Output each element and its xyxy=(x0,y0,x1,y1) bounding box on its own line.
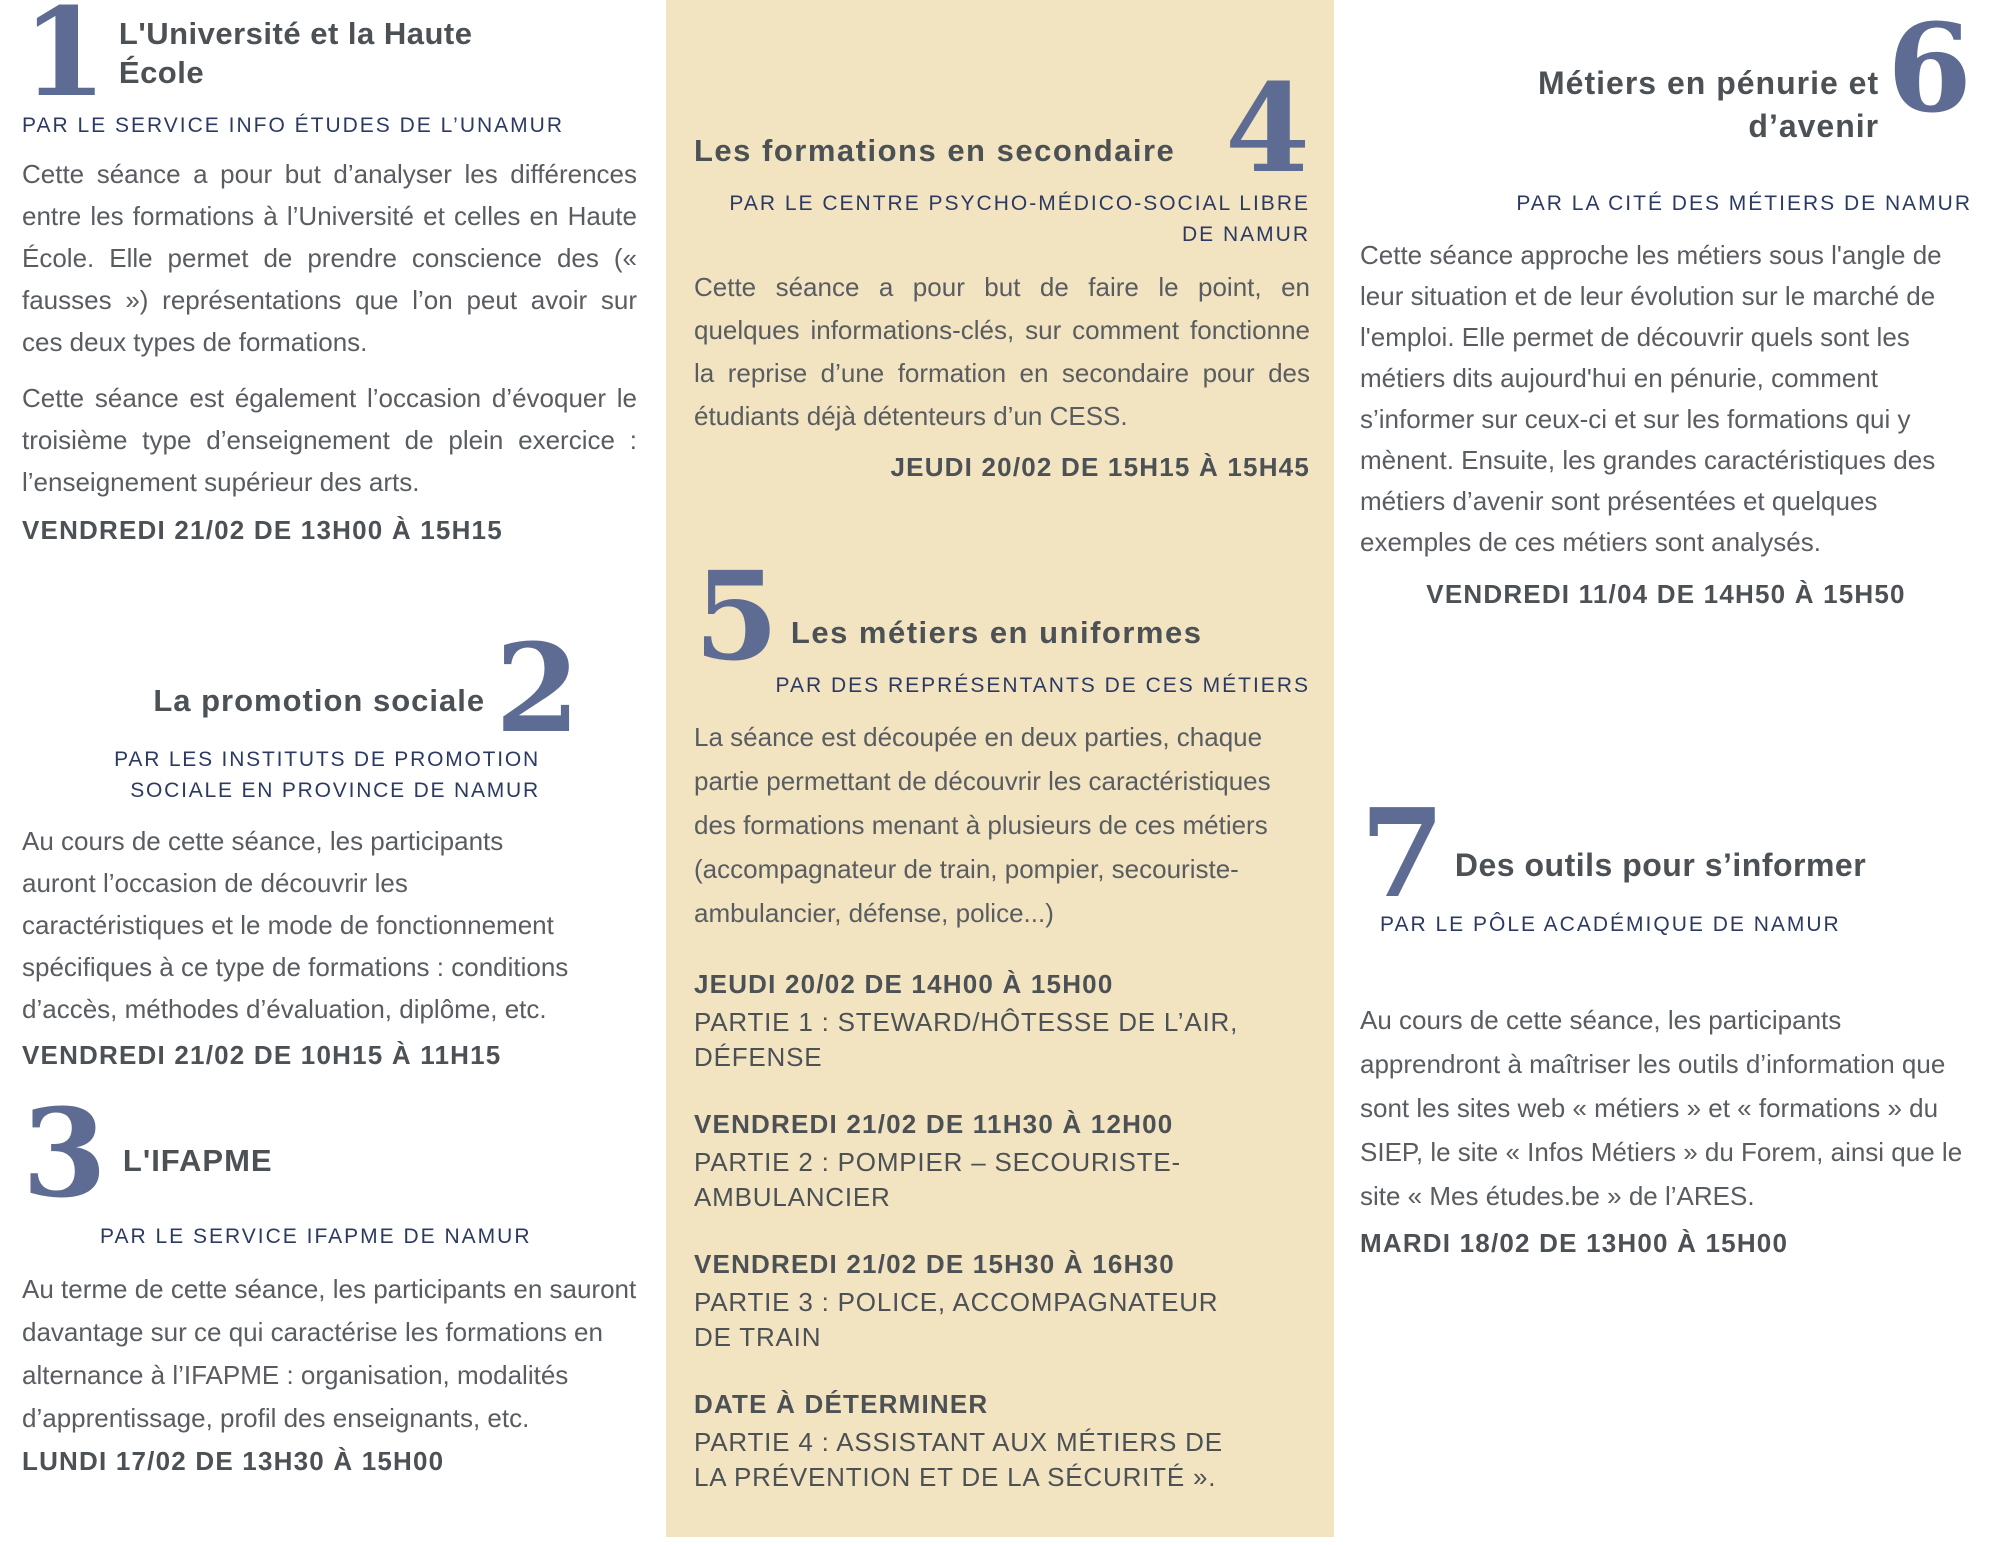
section-7-title: Des outils pour s’informer xyxy=(1454,847,1867,883)
section-7-paragraph: Au cours de cette séance, les participants apprendront à maîtriser les outils d’information que sont les sites web « métiers » et « formations » du SIEP, le site « Infos Métiers » du Forem, ainsi que le site « Mes études.be » de l’ARES. xyxy=(1360,1005,1963,1211)
session-3-detail: PARTIE 3 : POLICE, ACCOMPAGNATEUR DE TRAIN xyxy=(694,1287,1219,1352)
section-5-title: Les métiers en uniformes xyxy=(790,615,1203,650)
section-1-paragraph: Cette séance est également l’occasion d’évoquer le troisième type d’enseignement de plein exercice : l’enseignement supérieur des arts. xyxy=(22,383,637,497)
section-7-date: MARDI 18/02 DE 13H00 À 15H00 xyxy=(1360,1228,1789,1258)
section-5-paragraph: La séance est découpée en deux parties, chaque partie permettant de découvrir les caractéristiques des formations menant à plusieurs de ces métiers (accompagnateur de train, pompier, secouriste-ambulancier, défense, police...) xyxy=(694,722,1271,928)
section-7-number: 7 xyxy=(1360,781,1445,925)
session-4-detail: PARTIE 4 : ASSISTANT AUX MÉTIERS DE LA PRÉVENTION ET DE LA SÉCURITÉ ». xyxy=(694,1427,1223,1492)
session-2-detail: PARTIE 2 : POMPIER – SECOURISTE-AMBULANCIER xyxy=(694,1147,1181,1212)
session-1-detail: PARTIE 1 : STEWARD/HÔTESSE DE L’AIR, DÉFENSE xyxy=(694,1007,1239,1072)
section-3-number: 3 xyxy=(22,1081,107,1225)
section-6-paragraph: Cette séance approche les métiers sous l'angle de leur situation et de leur évolution sur le marché de l'emploi. Elle permet de découvrir quels sont les métiers dits aujourd'hui en pénurie, comment s’informer sur ceux-ci et sur les formations qui y mènent. Ensuite, les grandes caractéristiques des métiers d’avenir sont présentées et quelques exemples de ces métiers sont analysés. xyxy=(1360,240,1942,557)
section-2-title: La promotion sociale xyxy=(153,683,486,718)
section-metiers-uniformes xyxy=(694,544,1310,1495)
section-outils-pour-sinformer xyxy=(1360,781,1972,1260)
section-1-title: L'Université et la Haute École xyxy=(118,16,473,90)
section-6-date: VENDREDI 11/04 DE 14H50 À 15H50 xyxy=(1426,579,1906,609)
session-1-date: JEUDI 20/02 DE 14H00 À 15H00 xyxy=(694,969,1114,999)
section-3-paragraph: Au terme de cette séance, les participants en sauront davantage sur ce qui caractérise les formations en alternance à l’IFAPME : organisation, modalités d’apprentissage, profil des enseignants, etc. xyxy=(22,1274,637,1433)
section-6-number: 6 xyxy=(1887,0,1972,140)
section-ifapme xyxy=(22,1081,658,1478)
section-metiers-penurie-avenir xyxy=(1360,0,1972,611)
section-5-number: 5 xyxy=(694,544,779,688)
section-4-presenter: PAR LE CENTRE PSYCHO-MÉDICO-SOCIAL LIBRE DE NAMUR xyxy=(729,192,1310,246)
section-4-title: Les formations en secondaire xyxy=(694,133,1176,168)
session-2-date: VENDREDI 21/02 DE 11H30 À 12H00 xyxy=(694,1109,1174,1139)
section-2-presenter: PAR LES INSTITUTS DE PROMOTION SOCIALE EN PROVINCE DE NAMUR xyxy=(114,748,540,802)
section-4-paragraph: Cette séance a pour but de faire le point, en quelques informations-clés, sur comment fonctionne la reprise d’une formation en secondaire pour des étudiants déjà détenteurs d’un CESS. xyxy=(694,272,1310,431)
section-2-number: 2 xyxy=(495,616,580,760)
session-item xyxy=(694,1107,1310,1215)
session-4-date: DATE À DÉTERMINER xyxy=(694,1389,989,1419)
session-item xyxy=(694,967,1310,1075)
section-7-presenter: PAR LE PÔLE ACADÉMIQUE DE NAMUR xyxy=(1380,913,1841,936)
section-3-date: LUNDI 17/02 DE 13H30 À 15H00 xyxy=(22,1446,445,1476)
section-2-paragraph: Au cours de cette séance, les participants auront l’occasion de découvrir les caractéristiques et le mode de fonctionnement spécifiques à ce type de formations : conditions d’accès, méthodes d’évaluation, diplôme, etc. xyxy=(22,826,569,1024)
section-6-presenter: PAR LA CITÉ DES MÉTIERS DE NAMUR xyxy=(1516,192,1972,215)
section-6-title: Métiers en pénurie et d’avenir xyxy=(1538,65,1880,144)
section-formations-secondaire xyxy=(694,56,1310,484)
section-3-presenter: PAR LE SERVICE IFAPME DE NAMUR xyxy=(100,1225,532,1248)
section-1-presenter: PAR LE SERVICE INFO ÉTUDES DE L’UNAMUR xyxy=(22,114,564,137)
section-4-number: 4 xyxy=(1225,56,1310,200)
section-2-date: VENDREDI 21/02 DE 10H15 À 11H15 xyxy=(22,1040,502,1070)
section-5-presenter: PAR DES REPRÉSENTANTS DE CES MÉTIERS xyxy=(775,674,1310,697)
section-4-date: JEUDI 20/02 DE 15H15 À 15H45 xyxy=(890,452,1310,482)
section-1-paragraph: Cette séance a pour but d’analyser les différences entre les formations à l’Université et celles en Haute École. Elle permet de prendre conscience des (« fausses ») représentations que l’on peut avoir sur ces deux types de formations. xyxy=(22,159,637,357)
section-1-number: 1 xyxy=(22,0,107,124)
session-item xyxy=(694,1247,1310,1355)
section-1-date: VENDREDI 21/02 DE 13H00 À 15H15 xyxy=(22,515,503,545)
section-promotion-sociale xyxy=(22,616,580,1072)
session-item xyxy=(694,1387,1310,1495)
section-3-title: L'IFAPME xyxy=(122,1143,273,1178)
session-3-date: VENDREDI 21/02 DE 15H30 À 16H30 xyxy=(694,1249,1175,1279)
section-universite-haute-ecole xyxy=(22,0,637,547)
